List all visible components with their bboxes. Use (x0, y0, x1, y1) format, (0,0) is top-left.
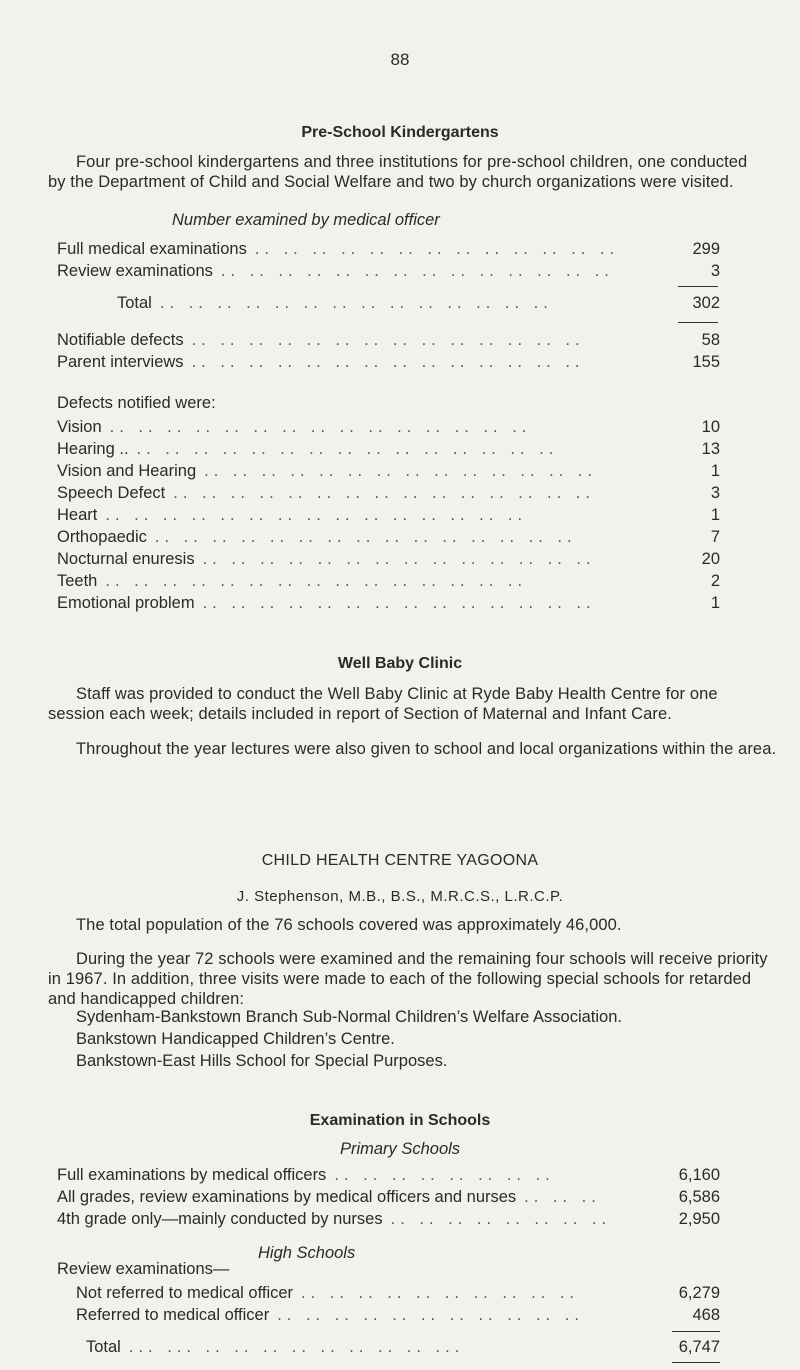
leader-dots: .. .. .. .. .. .. .. .. .. .. .. .. .. .. (191, 353, 585, 371)
leader-dots: .. .. .. .. .. .. .. .. .. .. .. .. .. .. (191, 331, 585, 349)
primary-schools-heading: Primary Schools (339, 1140, 461, 1158)
row-value: 6,747 (678, 1338, 720, 1356)
row-value: 13 (701, 440, 720, 458)
sum-rule (678, 322, 718, 323)
row-value: 6,279 (678, 1284, 720, 1302)
row-value: 155 (692, 353, 720, 371)
row-value: 299 (692, 240, 720, 258)
row-label: Not referred to medical officer (76, 1284, 294, 1302)
defect-row (57, 506, 720, 528)
preschool-heading: Pre-School Kindergartens (301, 124, 499, 141)
special-school: Bankstown-East Hills School for Special Purposes. (76, 1052, 448, 1070)
leader-dots: ... ... .. .. .. .. .. .. .. .. ... (128, 1338, 465, 1356)
row-label: Notifiable defects (57, 331, 184, 349)
leader-dots: .. .. .. (524, 1188, 601, 1206)
row-label: Vision and Hearing (57, 462, 197, 480)
leader-dots: .. .. .. .. .. .. .. .. .. .. .. .. .. .. .. (154, 528, 577, 546)
row-label: Orthopaedic (57, 528, 147, 546)
row-label: Review examinations (57, 262, 213, 280)
defect-row (57, 484, 720, 506)
leader-dots: .. .. .. .. .. .. .. .. .. .. .. .. .. (254, 240, 620, 258)
row-full-medical (57, 240, 720, 262)
exam-schools-heading: Examination in Schools (309, 1112, 491, 1129)
row-label: Hearing .. (57, 440, 129, 458)
row-total (57, 294, 720, 316)
row-label: Parent interviews (57, 353, 184, 371)
sum-rule (678, 286, 718, 287)
leader-dots: .. .. .. .. .. .. .. .. .. .. .. .. .. .. (202, 594, 596, 612)
row-value: 1 (710, 506, 720, 524)
high-row (76, 1284, 720, 1306)
row-value: 2,950 (678, 1210, 720, 1228)
leader-dots: .. .. .. .. .. .. .. .. .. .. .. (277, 1306, 584, 1324)
row-label: Nocturnal enuresis (57, 550, 195, 568)
row-value: 7 (710, 528, 720, 546)
defect-row (57, 572, 720, 594)
row-value: 6,586 (678, 1188, 720, 1206)
row-value: 302 (692, 294, 720, 312)
row-value: 3 (710, 484, 720, 502)
yagoona-heading: CHILD HEALTH CENTRE YAGOONA (261, 852, 539, 869)
primary-row (57, 1210, 720, 1232)
row-label: Heart (57, 506, 98, 524)
defect-row (57, 418, 720, 440)
author-line: J. Stephenson, M.B., B.S., M.R.C.S., L.R.C.P. (236, 888, 564, 905)
review-examinations-label: Review examinations— (57, 1260, 230, 1278)
high-total-row (86, 1338, 720, 1360)
special-school: Sydenham-Bankstown Branch Sub-Normal Children’s Welfare Association. (76, 1008, 622, 1026)
leader-dots: .. .. .. .. .. .. .. .. .. .. .. .. .. .. .. (105, 572, 528, 590)
row-label: Total (86, 1338, 121, 1356)
defect-row (57, 528, 720, 550)
primary-row (57, 1188, 720, 1210)
defect-row (57, 550, 720, 572)
row-value: 2 (710, 572, 720, 590)
well-baby-heading: Well Baby Clinic (337, 655, 463, 672)
row-label: All grades, review examinations by medical officers and nurses (57, 1188, 517, 1206)
leader-dots: .. .. .. .. .. .. .. .. (390, 1210, 612, 1228)
leader-dots: .. .. .. .. .. .. .. .. .. .. .. .. .. .. .. (136, 440, 559, 458)
primary-row (57, 1166, 720, 1188)
leader-dots: .. .. .. .. .. .. .. .. .. .. .. .. .. .. (220, 262, 614, 280)
preschool-subheading: Number examined by medical officer (172, 211, 440, 229)
sum-rule (672, 1331, 720, 1332)
row-value: 20 (701, 550, 720, 568)
leader-dots: .. .. .. .. .. .. .. .. .. .. .. .. .. .. (202, 550, 596, 568)
special-school: Bankstown Handicapped Children’s Centre. (76, 1030, 395, 1048)
leader-dots: .. .. .. .. .. .. .. .. .. .. .. .. .. .. .. (173, 484, 595, 502)
defects-label: Defects notified were: (57, 394, 216, 412)
yagoona-paragraph-2: During the year 72 schools were examined and the remaining four schools will receive priority in 1967. In addition, three visits were made to each of the following special schools for retarded and handicapped children: (48, 950, 768, 1008)
row-review (57, 262, 720, 284)
high-schools-heading: High Schools (258, 1244, 356, 1262)
preschool-intro: Four pre-school kindergartens and three institutions for pre-school children, one conducted by the Department of Child and Social Welfare and two by church organizations were visited. (48, 153, 748, 191)
defect-row (57, 594, 720, 616)
row-label: Vision (57, 418, 102, 436)
defect-row (57, 462, 720, 484)
leader-dots: .. .. .. .. .. .. .. .. .. .. .. .. .. .. .. (105, 506, 528, 524)
high-row (76, 1306, 720, 1328)
row-value: 3 (710, 262, 720, 280)
row-label: Teeth (57, 572, 98, 590)
leader-dots: .. .. .. .. .. .. .. .. .. .. .. .. .. .. .. (109, 418, 532, 436)
row-value: 468 (692, 1306, 720, 1324)
leader-dots: .. .. .. .. .. .. .. .. .. .. .. .. .. .. (159, 294, 553, 312)
row-value: 6,160 (678, 1166, 720, 1184)
row-label: 4th grade only—mainly conducted by nurses (57, 1210, 383, 1228)
row-label: Referred to medical officer (76, 1306, 270, 1324)
defect-row (57, 440, 720, 462)
leader-dots: .. .. .. .. .. .. .. .. .. .. (301, 1284, 579, 1302)
well-baby-paragraph-2: Throughout the year lectures were also given to school and local organizations within the area. (76, 740, 777, 758)
row-label: Total (117, 294, 152, 312)
well-baby-paragraph-1: Staff was provided to conduct the Well Baby Clinic at Ryde Baby Health Centre for one session each week; details included in report of Section of Maternal and Infant Care. (48, 685, 718, 723)
row-label: Full examinations by medical officers (57, 1166, 327, 1184)
row-value: 1 (710, 462, 720, 480)
row-label: Full medical examinations (57, 240, 247, 258)
row-value: 10 (701, 418, 720, 436)
yagoona-paragraph-1: The total population of the 76 schools covered was approximately 46,000. (76, 916, 622, 934)
sum-rule (672, 1362, 720, 1363)
leader-dots: .. .. .. .. .. .. .. .. .. .. .. .. .. .. (204, 462, 598, 480)
row-parent-interviews (57, 353, 720, 375)
leader-dots: .. .. .. .. .. .. .. .. (334, 1166, 555, 1184)
row-value: 1 (710, 594, 720, 612)
row-label: Speech Defect (57, 484, 166, 502)
page-number: 88 (390, 50, 410, 69)
row-label: Emotional problem (57, 594, 195, 612)
row-value: 58 (701, 331, 720, 349)
row-notifiable (57, 331, 720, 353)
